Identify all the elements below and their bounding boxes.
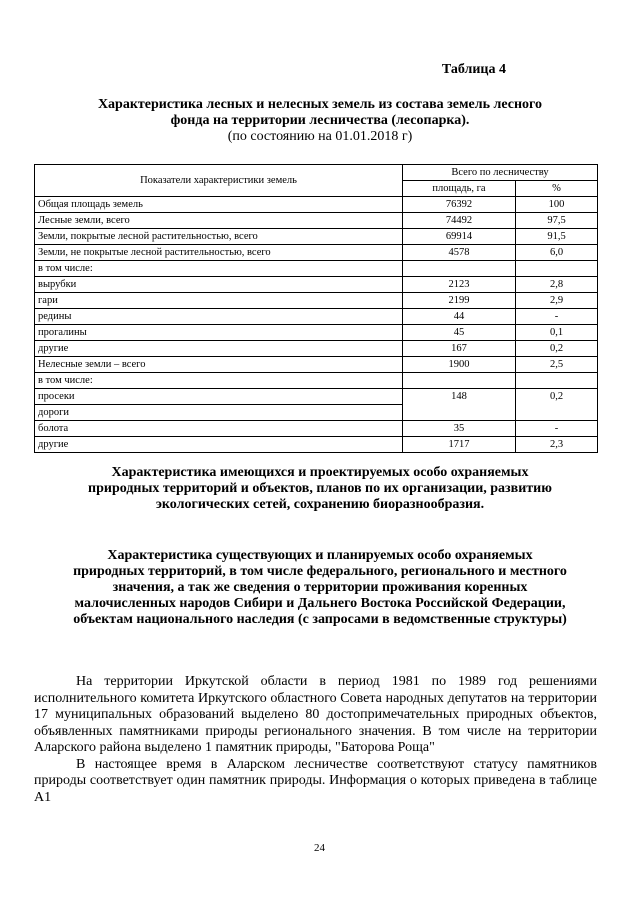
title-line: экологических сетей, сохранению биоразнообразия.: [155, 497, 485, 512]
title-line: значения, а так же сведения о территории проживания коренных: [112, 580, 528, 595]
body-text: [34, 674, 597, 806]
paragraph: В настоящее время в Аларском лесничестве соответствуют статусу памятников природы соответствует один памятник природы. Информация о которых приведена в таблице А1: [34, 756, 597, 805]
table-row: [35, 373, 598, 389]
row-area: 76392: [403, 197, 516, 213]
table-row: [35, 309, 598, 325]
row-percent: 6,0: [516, 245, 598, 261]
row-percent: 2,3: [516, 437, 598, 453]
table-row: [35, 357, 598, 373]
row-label: Общая площадь земель: [35, 197, 403, 213]
row-area: 44: [403, 309, 516, 325]
row-percent: 0,2: [516, 341, 598, 357]
table-row: [35, 421, 598, 437]
table-row: [35, 245, 598, 261]
title-date: (по состоянию на 01.01.2018 г): [227, 129, 413, 144]
paragraph: На территории Иркутской области в период 1981 по 1989 год решениями исполнительного комитета Иркутского областного Совета народных депутатов на территории 17 муниципальных образований выделено 80 достопримечательных природных объектов, объявленных памятниками природы регионального значения. В том числе на территории Аларского района выделено 1 памятник природы, "Баторова Роща": [34, 674, 597, 755]
table-row: [35, 277, 598, 293]
row-area: 4578: [403, 245, 516, 261]
header-total-group: Всего по лесничеству: [403, 165, 598, 181]
row-label: болота: [35, 421, 403, 437]
row-percent: 0,2: [516, 389, 598, 421]
row-percent: 91,5: [516, 229, 598, 245]
row-label: Лесные земли, всего: [35, 213, 403, 229]
title-line: природных территорий и объектов, планов по их организации, развитию: [88, 481, 552, 496]
title-line: Характеристика имеющихся и проектируемых особо охраняемых: [111, 465, 529, 480]
row-area: [403, 261, 516, 277]
table-row: [35, 197, 598, 213]
row-percent: 2,5: [516, 357, 598, 373]
title-line: объектам национального наследия (с запросами в ведомственные структуры): [73, 612, 567, 627]
row-label: Земли, не покрытые лесной растительностью, всего: [35, 245, 403, 261]
row-label: Нелесные земли – всего: [35, 357, 403, 373]
row-percent: [516, 373, 598, 389]
table-row: [35, 341, 598, 357]
row-area: 2123: [403, 277, 516, 293]
table-label: Таблица 4: [441, 62, 506, 77]
row-label: гари: [35, 293, 403, 309]
title-line: Характеристика существующих и планируемых особо охраняемых: [107, 548, 533, 563]
header-area: площадь, га: [403, 181, 516, 197]
title-line: фонда на территории лесничества (лесопарка).: [170, 113, 470, 128]
row-label: вырубки: [35, 277, 403, 293]
row-area: 35: [403, 421, 516, 437]
table-row: [35, 293, 598, 309]
row-percent: 100: [516, 197, 598, 213]
table-row: [35, 437, 598, 453]
row-area: 45: [403, 325, 516, 341]
row-label: другие: [35, 341, 403, 357]
row-area: 148: [403, 389, 516, 421]
row-area: 74492: [403, 213, 516, 229]
row-percent: -: [516, 309, 598, 325]
row-area: 167: [403, 341, 516, 357]
row-percent: -: [516, 421, 598, 437]
row-label: в том числе:: [35, 261, 403, 277]
table-row: [35, 325, 598, 341]
title-line: Характеристика лесных и нелесных земель из состава земель лесного: [97, 97, 543, 112]
row-area: 69914: [403, 229, 516, 245]
section-title-existing-protected-areas: [40, 548, 600, 628]
row-label: просеки: [35, 389, 403, 405]
row-area: 1717: [403, 437, 516, 453]
row-percent: 97,5: [516, 213, 598, 229]
row-percent: 0,1: [516, 325, 598, 341]
header-indicators: Показатели характеристики земель: [35, 165, 403, 197]
table-row: [35, 213, 598, 229]
table-row: [35, 261, 598, 277]
land-characteristics-table: [34, 164, 598, 453]
row-label: редины: [35, 309, 403, 325]
row-area: [403, 373, 516, 389]
row-label: в том числе:: [35, 373, 403, 389]
section-title-land: [40, 97, 600, 145]
row-label: другие: [35, 437, 403, 453]
row-label: Земли, покрытые лесной растительностью, всего: [35, 229, 403, 245]
header-percent: %: [516, 181, 598, 197]
row-area: 2199: [403, 293, 516, 309]
section-title-protected-areas: [40, 465, 600, 513]
table-row: [35, 229, 598, 245]
row-area: 1900: [403, 357, 516, 373]
row-percent: [516, 261, 598, 277]
row-percent: 2,8: [516, 277, 598, 293]
row-percent: 2,9: [516, 293, 598, 309]
row-label: прогалины: [35, 325, 403, 341]
page-number: 24: [314, 842, 325, 854]
title-line: природных территорий, в том числе федерального, регионального и местного: [73, 564, 567, 579]
row-label: дороги: [35, 405, 403, 421]
title-line: малочисленных народов Сибири и Дальнего Востока Российской Федерации,: [74, 596, 566, 611]
table-row: [35, 389, 598, 405]
